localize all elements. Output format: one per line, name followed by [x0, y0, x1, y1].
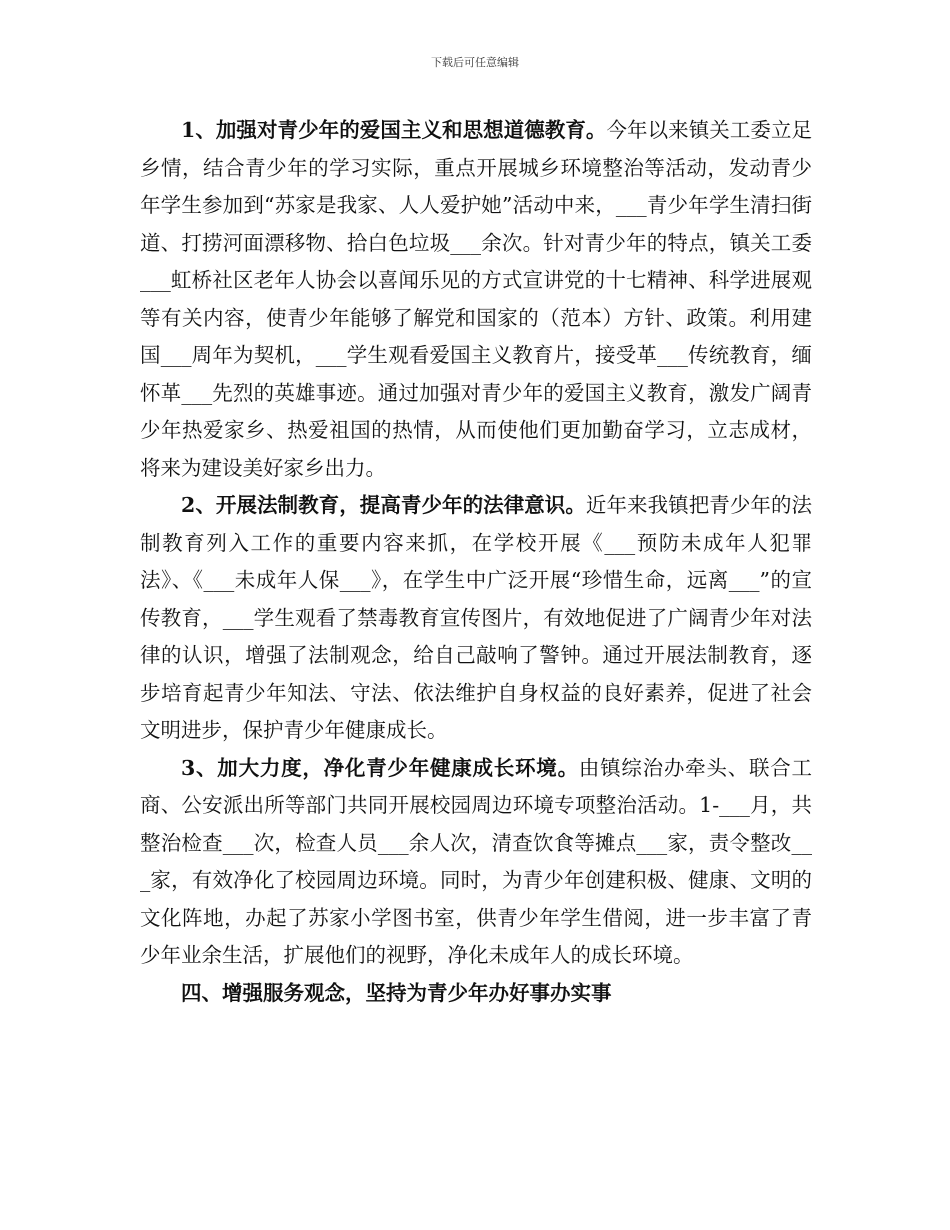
section-3-text: 由镇综治办牵头、联合工商、公安派出所等部门共同开展校园周边环境专项整治活动。1-___月，共整治检查___次，检查人员___余人次，清查饮食等摊点___家，责令整改___家，有效净化了校园周边环境。同时，为青少年创建积极、健康、文明的文化阵地，办起了苏家小学图书室，供青少年学生借阅，进一步丰富了青少年业余生活，扩展他们的视野，净化未成年人的成长环境。 [140, 755, 813, 967]
section-3-paragraph [140, 750, 812, 975]
section-4-heading: 四、增强服务观念，坚持为青少年办好事办实事 [181, 980, 612, 1005]
document-body [140, 112, 812, 1012]
section-1-lead: 1、加强对青少年的爱国主义和思想道德教育。 [181, 118, 607, 142]
section-1-paragraph [140, 112, 812, 487]
section-2-text: 近年来我镇把青少年的法制教育列入工作的重要内容来抓，在学校开展《___预防未成年人犯罪法》、《___未成年人保___》，在学生中广泛开展“珍惜生命，远离___”的宣传教育，___学生观看了禁毒教育宣传图片，有效地促进了广阔青少年对法律的认识，增强了法制观念，给自己敲响了警钟。通过开展法制教育，逐步培育起青少年知法、守法、依法维护自身权益的良好素养，促进了社会文明进步，保护青少年健康成长。 [140, 493, 812, 742]
section-1-text: 今年以来镇关工委立足乡情，结合青少年的学习实际，重点开展城乡环境整治等活动，发动青少年学生参加到“苏家是我家、人人爱护她”活动中来，___青少年学生清扫街道、打捞河面漂移物、拾白色垃圾___余次。针对青少年的特点，镇关工委___虹桥社区老年人协会以喜闻乐见的方式宣讲党的十七精神、科学进展观等有关内容，使青少年能够了解党和国家的（范本）方针、政策。利用建国___周年为契机，___学生观看爱国主义教育片，接受革___传统教育，缅怀革___先烈的英雄事迹。通过加强对青少年的爱国主义教育，激发广阔青少年热爱家乡、热爱祖国的热情，从而使他们更加勤奋学习，立志成材，将来为建设美好家乡出力。 [140, 118, 813, 480]
section-2-paragraph [140, 487, 812, 750]
section-2-lead: 2、开展法制教育，提高青少年的法律意识。 [181, 493, 586, 517]
section-3-lead: 3、加大力度，净化青少年健康成长环境。 [181, 755, 579, 780]
download-note: 下载后可任意编辑 [431, 56, 519, 69]
